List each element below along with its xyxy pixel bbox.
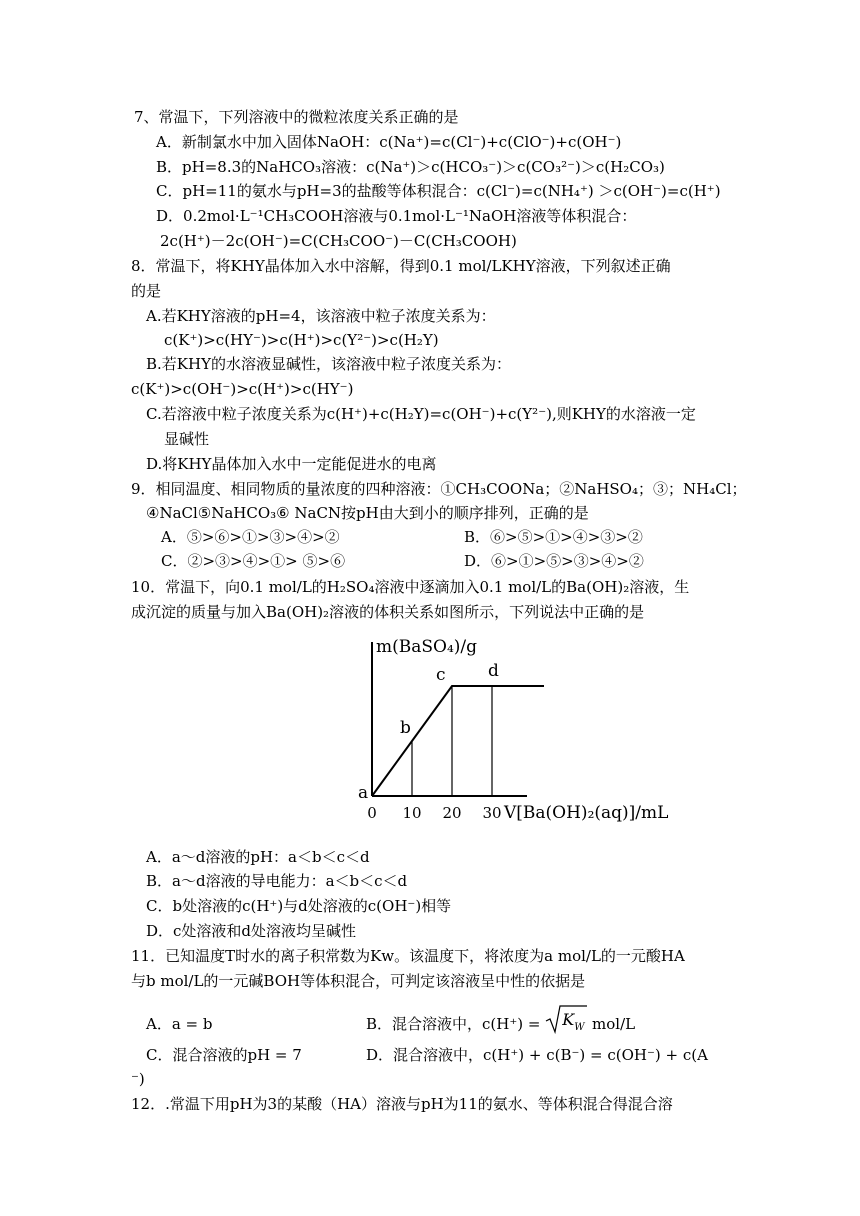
x-tick-30: 30 [482,804,502,822]
q10-option-c: C．b处溶液的c(H⁺)与d处溶液的c(OH⁻)相等 [146,897,452,915]
point-label-b: b [400,718,411,738]
q11-option-b-unit: mol/L [592,1015,636,1033]
x-tick-20: 20 [442,804,462,822]
q10-stem-line2: 成沉淀的质量与加入Ba(OH)₂溶液的体积关系如图所示，下列说法中正确的是 [131,603,645,621]
point-label-d: d [488,661,499,681]
q8-option-c-line1: C.若溶液中粒子浓度关系为c(H⁺)+c(H₂Y)=c(OH⁻)+c(Y²⁻),则KHY的水溶液一定 [146,405,696,423]
x-tick-10: 10 [402,804,422,822]
series-line [372,686,544,796]
precipitate-mass-chart [352,628,669,828]
q7-option-b: B．pH=8.3的NaHCO₃溶液：c(Na⁺)＞c(HCO₃⁻)＞c(CO₃²⁻)＞c(H₂CO₃) [156,158,665,176]
sqrt-k: K [562,1010,575,1029]
q11-stem-line1: 11．已知温度T时水的离子积常数为Kw。该温度下，将浓度为a mol/L的一元酸HA [131,947,685,965]
q11-option-c: C．混合溶液的pH = 7 [146,1046,302,1064]
point-labels [358,661,499,803]
x-tick-0: 0 [367,804,377,822]
q11-option-d-line2: ⁻) [131,1070,145,1088]
q8-option-c-line2: 显碱性 [164,430,210,448]
q8-option-d: D.将KHY晶体加入水中一定能促进水的电离 [146,455,437,473]
q11-option-b-prefix: B．混合溶液中，c(H⁺) = [366,1015,541,1033]
x-axis-label: V[Ba(OH)₂(aq)]/mL [504,803,669,823]
q8-option-a-line2: c(K⁺)>c(HY⁻)>c(H⁺)>c(Y²⁻)>c(H₂Y) [164,331,439,349]
q9-stem-line1: 9．相同温度、相同物质的量浓度的四种溶液：①CH₃COONa；②NaHSO₄；③；NH₄Cl； [131,480,747,498]
q11-option-b [366,1012,635,1036]
q10-option-a: A．a～d溶液的pH：a＜b＜c＜d [146,848,370,866]
x-tick-labels [367,804,501,822]
point-label-a: a [358,783,369,803]
point-label-c: c [436,665,446,685]
q9-option-a: A．⑤>⑥>①>③>④>② [161,528,340,546]
q8-stem-line2: 的是 [131,282,162,300]
q9-option-c: C．②>③>④>①> ⑤>⑥ [161,552,346,570]
q12-stem: 12．.常温下用pH为3的某酸（HA）溶液与pH为11的氨水、等体积混合得混合溶 [131,1095,673,1113]
q8-option-a-line1: A.若KHY溶液的pH=4，该溶液中粒子浓度关系为： [146,307,496,325]
q9-option-b: B．⑥>⑤>①>④>③>② [464,528,643,546]
q7-option-d-line1: D．0.2mol·L⁻¹CH₃COOH溶液与0.1mol·L⁻¹NaOH溶液等体积混合： [156,207,637,225]
q8-stem-line1: 8．常温下，将KHY晶体加入水中溶解，得到0.1 mol/LKHY溶液，下列叙述正确 [131,257,671,275]
q10-option-b: B．a～d溶液的导电能力：a＜b＜c＜d [146,872,408,890]
q10-stem-line1: 10．常温下，向0.1 mol/L的H₂SO₄溶液中逐滴加入0.1 mol/L的Ba(OH)₂溶液，生 [131,578,690,596]
q11-option-d-line1: D．混合溶液中，c(H⁺) + c(B⁻) = c(OH⁻) + c(A [366,1046,708,1064]
sqrt-w-subscript: W [574,1022,585,1033]
q11-option-a: A．a = b [146,1015,213,1033]
q8-option-b-line1: B.若KHY的水溶液显碱性，该溶液中粒子浓度关系为： [146,355,511,373]
q8-option-b-line2: c(K⁺)>c(OH⁻)>c(H⁺)>c(HY⁻) [131,380,354,398]
q7-option-d-line2: 2c(H⁺)－2c(OH⁻)=C(CH₃COO⁻)－C(CH₃COOH) [160,232,517,250]
q7-stem: 7、常温下，下列溶液中的微粒浓度关系正确的是 [134,108,459,126]
q7-option-a: A．新制氯水中加入固体NaOH：c(Na⁺)=c(Cl⁻)+c(ClO⁻)+c(OH⁻) [156,133,622,151]
q11-stem-line2: 与b mol/L的一元碱BOH等体积混合，可判定该溶液呈中性的依据是 [131,972,586,990]
sqrt-kw-expression [545,1012,587,1036]
q9-stem-line2: ④NaCl⑤NaHCO₃⑥ NaCN按pH由大到小的顺序排列，正确的是 [146,504,589,522]
drop-lines [412,686,492,796]
q7-option-c: C．pH=11的氨水与pH=3的盐酸等体积混合：c(Cl⁻)=c(NH₄⁺) ＞c(OH⁻)=c(H⁺) [156,182,721,200]
q9-option-d: D．⑥>①>⑤>③>④>② [464,552,644,570]
y-axis-label: m(BaSO₄)/g [376,637,478,657]
q10-option-d: D．c处溶液和d处溶液均呈碱性 [146,922,357,940]
